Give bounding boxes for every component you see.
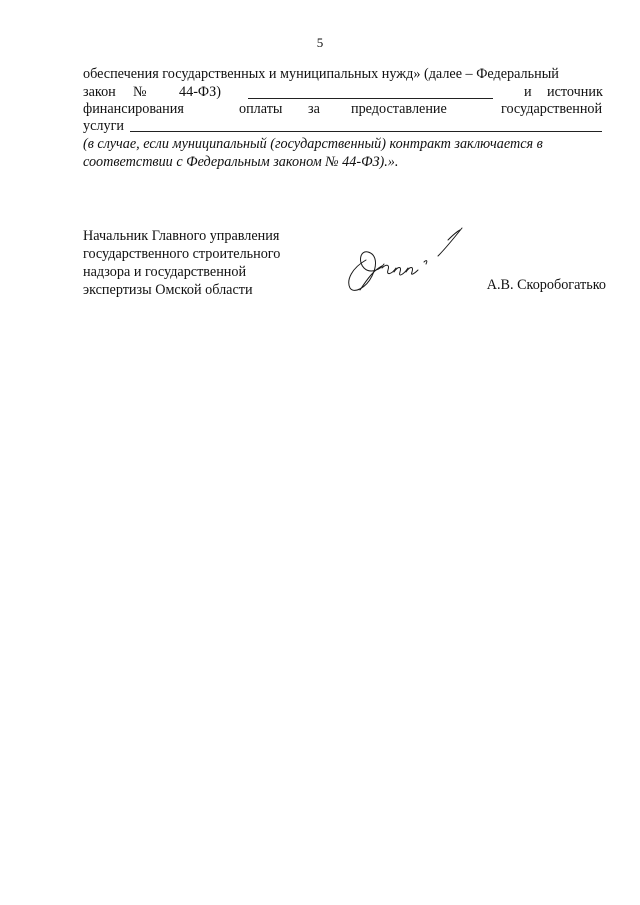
word-oplaty: оплаты xyxy=(239,101,283,117)
word-zakon: закон xyxy=(83,84,116,100)
word-gosudarstvennoy: государственной xyxy=(501,101,603,117)
word-number-sign: № xyxy=(133,84,147,100)
note-line-1-text: (в случае, если муниципальный (государственный) контракт заключается в xyxy=(83,136,543,152)
handwritten-signature xyxy=(338,218,468,300)
word-za: за xyxy=(308,101,320,117)
note-line-2-text: соответствии с Федеральным законом № 44-ФЗ).». xyxy=(83,154,399,170)
word-finansirovaniya: финансирования xyxy=(83,101,184,117)
word-i: и xyxy=(524,84,532,100)
position-line-4: экспертизы Омской области xyxy=(83,282,253,298)
position-line-1: Начальник Главного управления xyxy=(83,228,280,244)
word-istochnik: источник xyxy=(547,84,603,100)
page-number: 5 xyxy=(316,35,324,50)
word-predostavlenie: предоставление xyxy=(351,101,447,117)
word-uslugi: услуги xyxy=(83,118,124,134)
position-line-3: надзора и государственной xyxy=(83,264,247,280)
word-44fz: 44-ФЗ) xyxy=(179,84,221,100)
fill-in-blank-1 xyxy=(248,98,493,99)
position-line-2: государственного строительного xyxy=(83,246,281,262)
body-line-1-text: обеспечения государственных и муниципальных нужд» (далее – Федеральный xyxy=(83,66,559,82)
signer-name: А.В. Скоробогатько xyxy=(486,277,606,293)
fill-in-blank-2 xyxy=(130,131,602,132)
signatory-position xyxy=(83,227,280,299)
